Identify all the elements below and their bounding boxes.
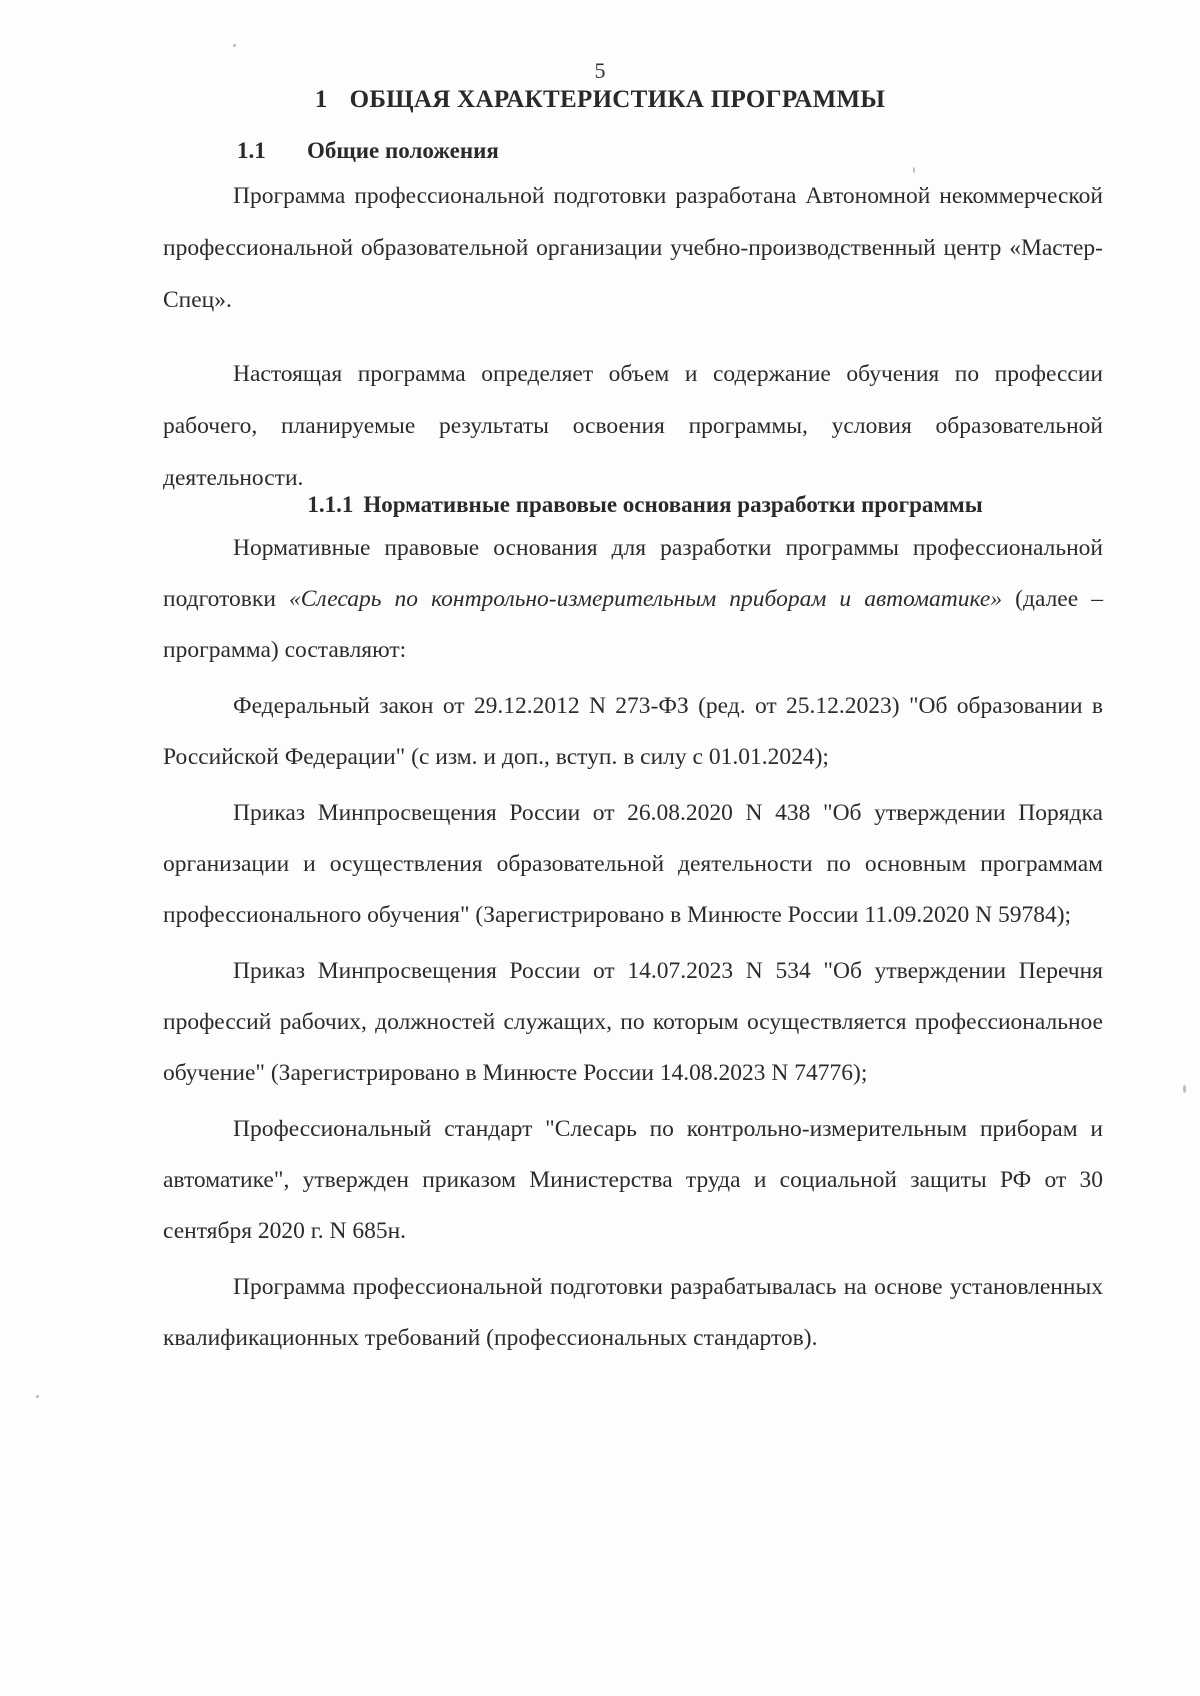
page-number: 5: [594, 58, 606, 83]
legal-basis-section: [163, 523, 1103, 1364]
subsection-number: 1.1: [237, 138, 266, 163]
subsubsection-title: Нормативные правовые основания разработки программы: [363, 492, 983, 517]
subsubsection-heading: [0, 492, 1200, 518]
basis-text-after: (далее – программа) составляют:: [163, 586, 1104, 663]
subsection-heading: [237, 138, 499, 164]
subsubsection-number: 1.1.1: [307, 492, 354, 517]
subsection-title: Общие положения: [307, 138, 499, 163]
legal-document-item: Профессиональный стандарт "Слесарь по контрольно-измерительным приборам и автоматике", утвержден приказом Министерства труда и социальной защиты РФ от 30 сентября 2020 г. N 685н.: [163, 1116, 1103, 1244]
scan-speck: [913, 167, 915, 173]
profession-name: «Слесарь по контрольно-измерительным приборам и автоматике»: [289, 586, 1003, 612]
section-title: ОБЩАЯ ХАРАКТЕРИСТИКА ПРОГРАММЫ: [349, 86, 886, 113]
scan-speck: [1183, 1085, 1186, 1093]
basis-text-before: Нормативные правовые основания для разработки программы профессиональной подготовки: [163, 535, 1103, 612]
closing-paragraph: Программа профессиональной подготовки разрабатывалась на основе установленных квалификационных требований (профессиональных стандартов).: [163, 1274, 1103, 1351]
section-heading: [0, 86, 1200, 114]
intro-paragraph: Настоящая программа определяет объем и содержание обучения по профессии рабочего, планируемые результаты освоения программы, условия образовательной деятельности.: [163, 361, 1103, 491]
intro-paragraph: Программа профессиональной подготовки разработана Автономной некоммерческой профессиональной образовательной организации учебно-производственный центр «Мастер-Спец».: [163, 183, 1103, 313]
scan-speck: [36, 1395, 39, 1398]
basis-paragraph: [163, 523, 1103, 676]
legal-document-item: Приказ Минпросвещения России от 26.08.2020 N 438 "Об утверждении Порядка организации и осуществления образовательной деятельности по основным программам профессионального обучения" (Зарегистрировано в Минюсте России 11.09.2020 N 59784);: [163, 800, 1103, 928]
scan-speck: [233, 44, 236, 47]
legal-document-item: Приказ Минпросвещения России от 14.07.2023 N 534 "Об утверждении Перечня профессий рабочих, должностей служащих, по которым осуществляется профессиональное обучение" (Зарегистрировано в Минюсте России 14.08.2023 N 74776);: [163, 958, 1103, 1086]
intro-section: [163, 170, 1103, 504]
legal-document-item: Федеральный закон от 29.12.2012 N 273-ФЗ (ред. от 25.12.2023) "Об образовании в Российской Федерации" (с изм. и доп., вступ. в силу с 01.01.2024);: [163, 693, 1103, 770]
section-number: 1: [314, 86, 328, 113]
